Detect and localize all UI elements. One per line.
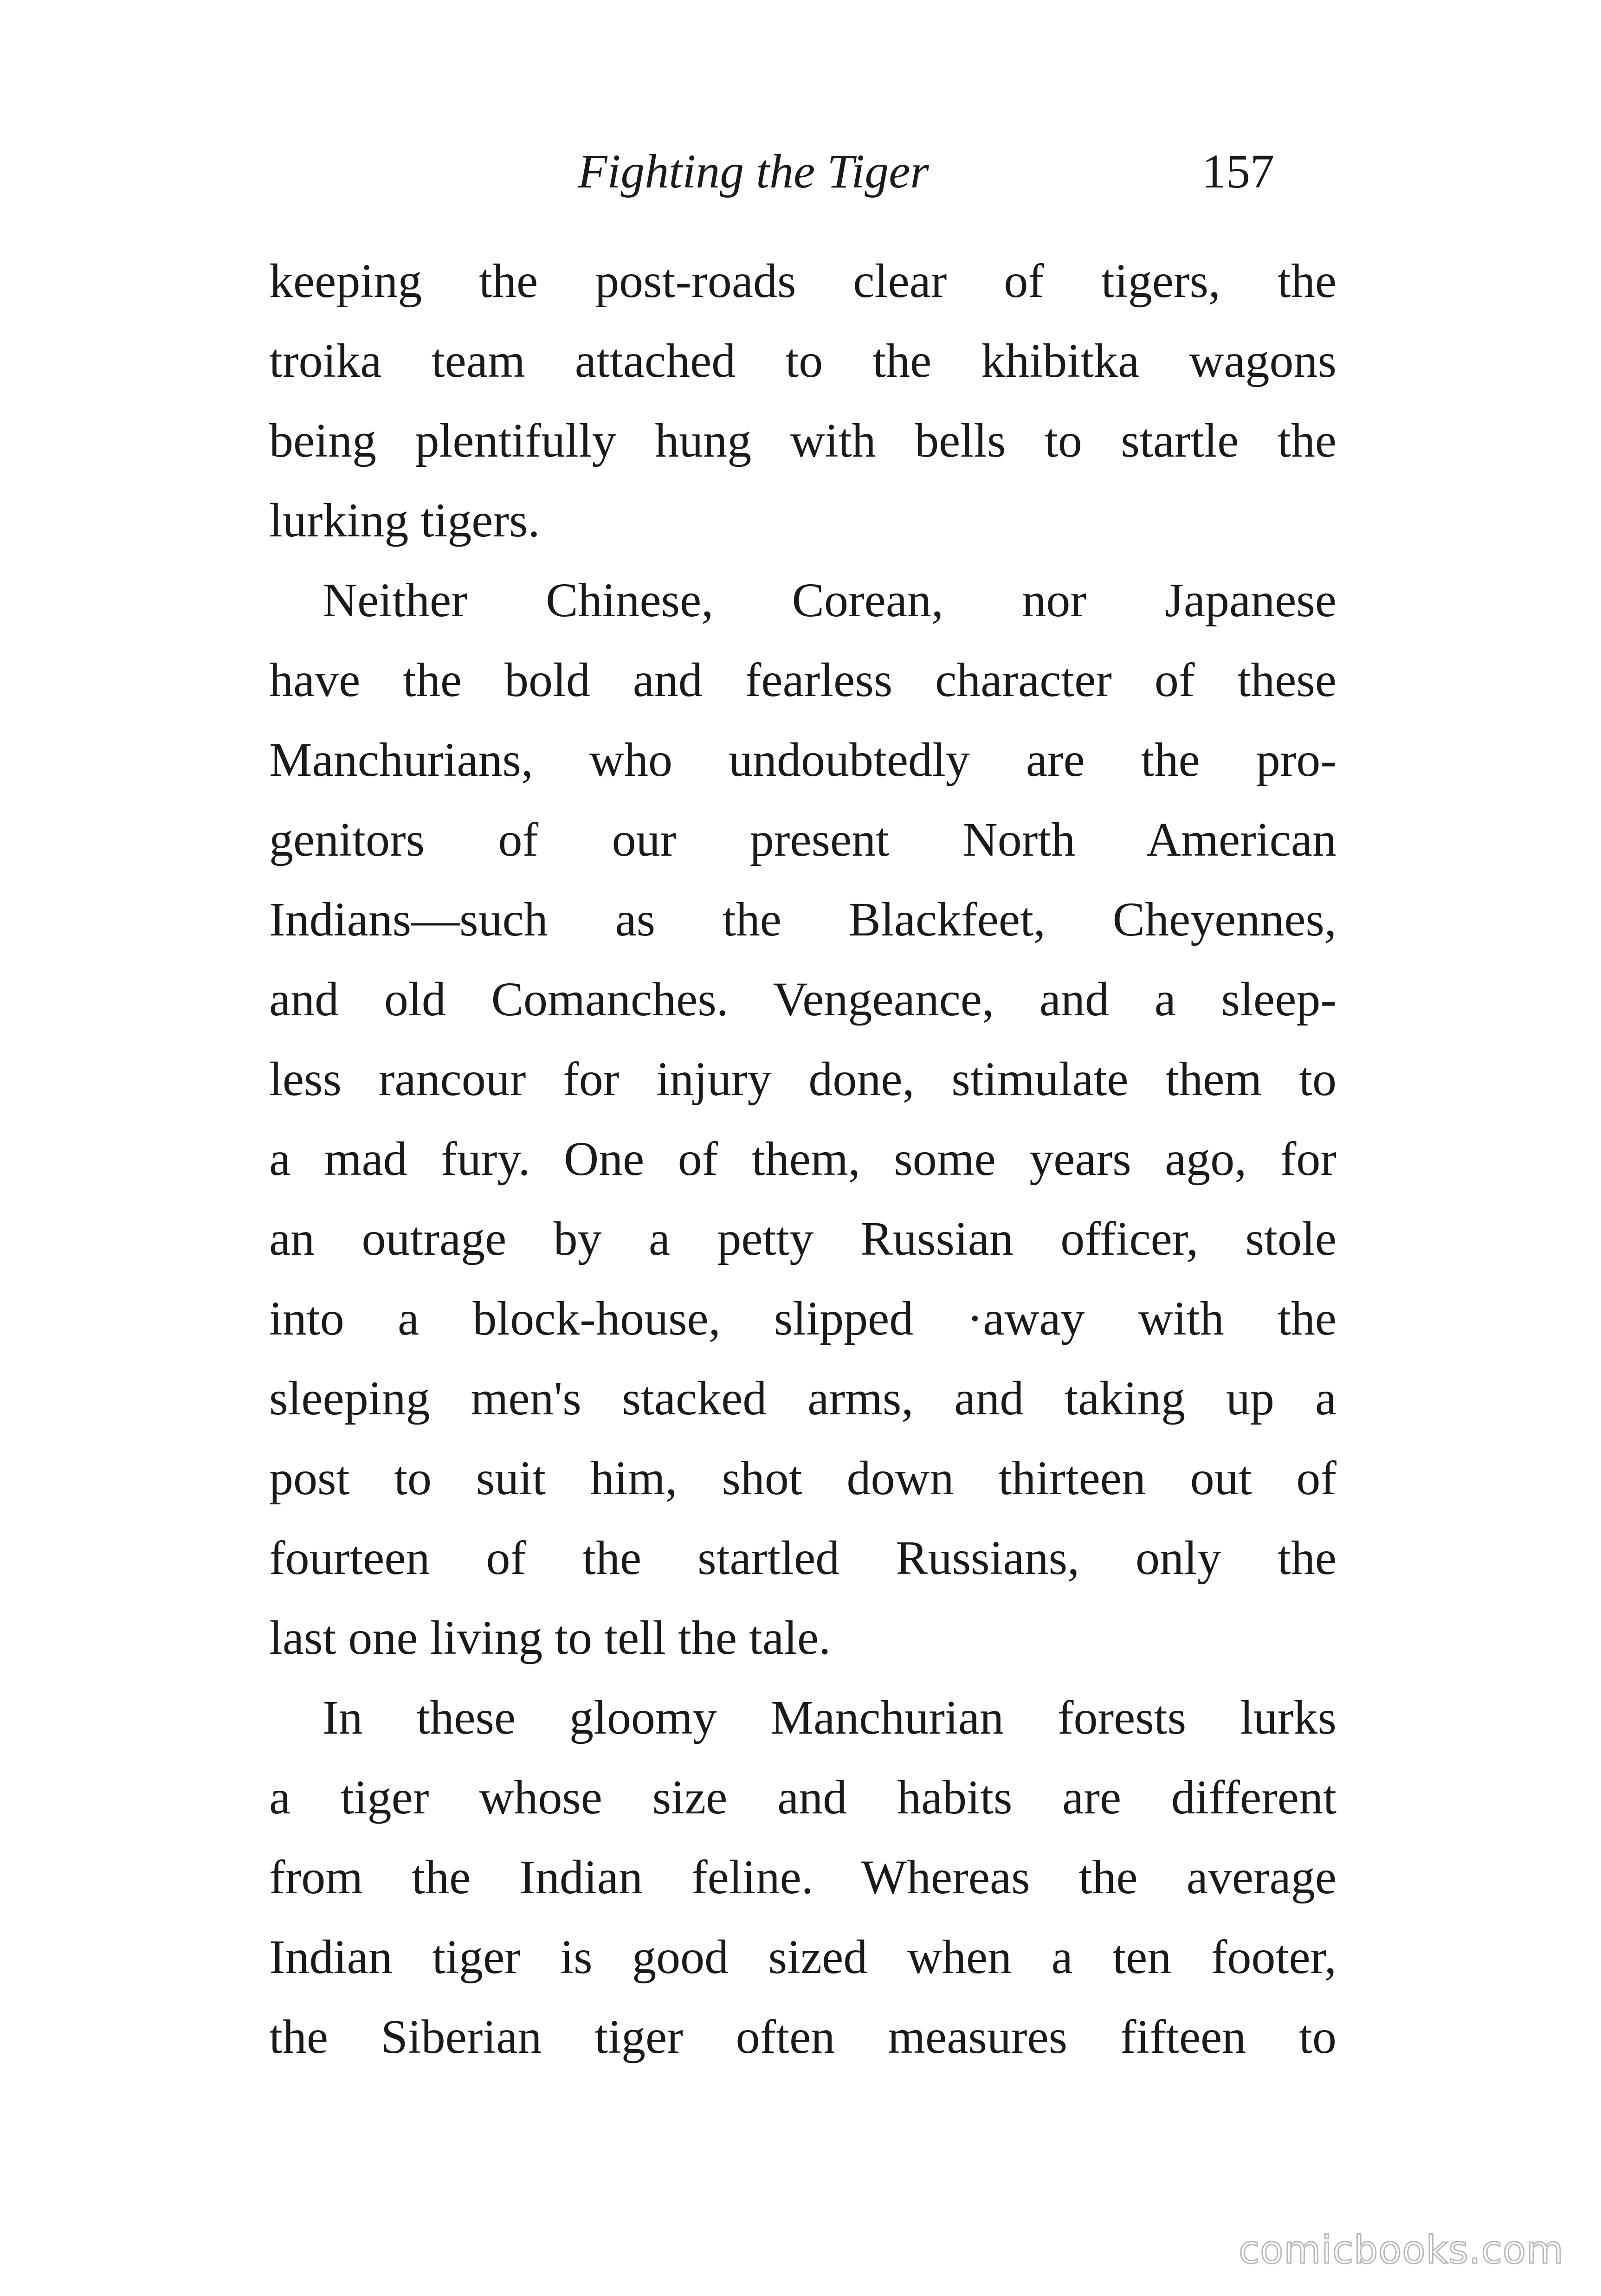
text-line: In these gloomy Manchurian forests lurks <box>323 1691 1336 1744</box>
text-line: an outrage by a petty Russian officer, stole <box>269 1212 1336 1265</box>
text-line: from the Indian feline. Whereas the average <box>269 1851 1336 1904</box>
text-line: Indians—such as the Blackfeet, Cheyennes, <box>269 893 1336 946</box>
text-line: being plentifully hung with bells to startle the <box>269 414 1336 467</box>
text-line: Neither Chinese, Corean, nor Japanese <box>323 574 1336 627</box>
text-line: fourteen of the startled Russians, only the <box>269 1531 1336 1585</box>
text-line: a mad fury. One of them, some years ago, for <box>269 1132 1336 1186</box>
text-line: Indian tiger is good sized when a ten footer, <box>269 1930 1336 1984</box>
watermark: comicbooks.com <box>1239 2228 1564 2272</box>
text-line: the Siberian tiger often measures fifteen to <box>269 2010 1336 2064</box>
text-line: troika team attached to the khibitka wagons <box>269 334 1336 387</box>
text-line: lurking tigers. <box>269 494 540 547</box>
text-line: genitors of our present North American <box>269 813 1336 866</box>
body-text <box>269 241 1336 2077</box>
text-line: a tiger whose size and habits are different <box>269 1771 1336 1824</box>
paragraph <box>269 561 1336 1678</box>
paragraph <box>269 1678 1336 2077</box>
page-number: 157 <box>1202 145 1274 198</box>
paragraph <box>269 241 1336 561</box>
running-title: Fighting the Tiger <box>578 145 929 198</box>
text-line: last one living to tell the tale. <box>269 1611 831 1664</box>
text-line: keeping the post-roads clear of tigers, the <box>269 254 1336 308</box>
text-line: less rancour for injury done, stimulate them to <box>269 1052 1336 1106</box>
text-line: Manchurians, who undoubtedly are the pro- <box>269 733 1336 787</box>
text-line: post to suit him, shot down thirteen out of <box>269 1451 1336 1505</box>
text-line: sleeping men's stacked arms, and taking up a <box>269 1372 1336 1425</box>
running-head <box>0 139 1601 204</box>
text-line: and old Comanches. Vengeance, and a sleep- <box>269 973 1336 1026</box>
text-line: have the bold and fearless character of these <box>269 653 1336 707</box>
text-line: into a block-house, slipped ·away with the <box>269 1292 1336 1345</box>
